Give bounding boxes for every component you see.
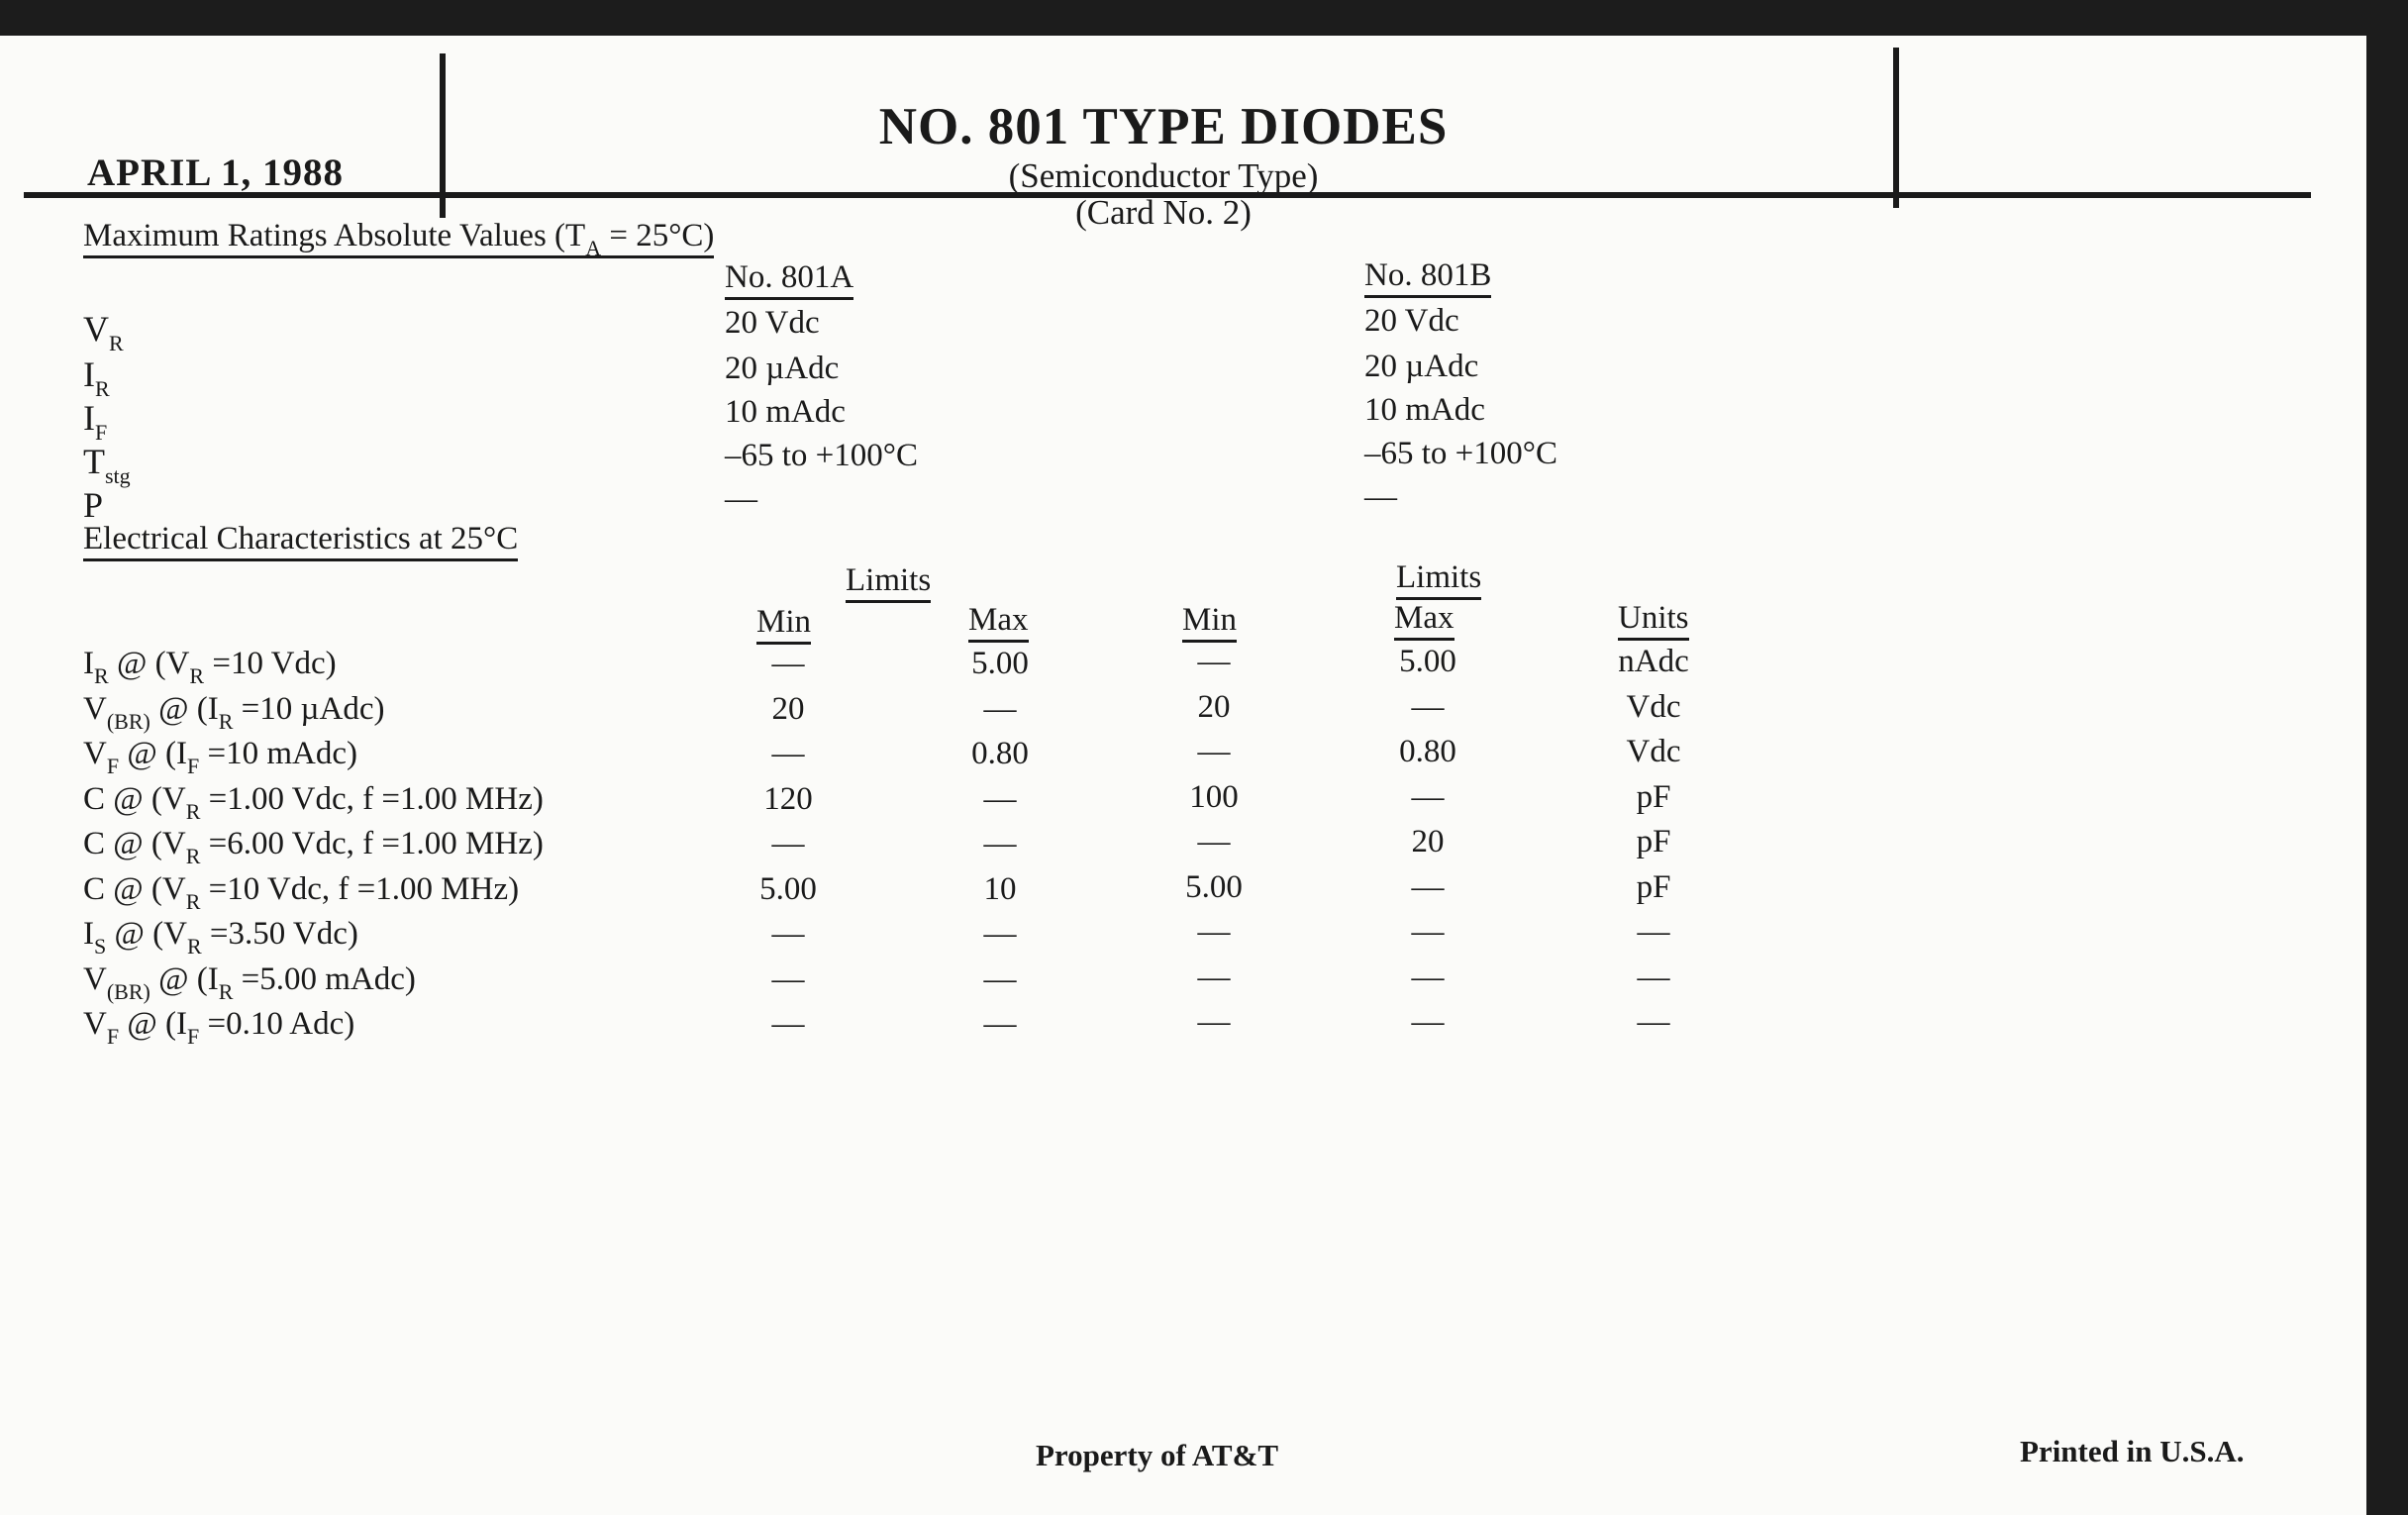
rating-value-801b: — (1364, 479, 1397, 515)
col-801a-header: No. 801A (725, 261, 853, 300)
cell-a-max: 5.00 (971, 646, 1029, 681)
cell-b-min: — (1197, 914, 1231, 950)
footer-printed: Printed in U.S.A. (2020, 1434, 2245, 1468)
cell-units: pF (1636, 869, 1671, 905)
cell-a-max: 0.80 (971, 736, 1029, 771)
cell-a-min: — (771, 961, 805, 997)
max-label-a: Max (968, 604, 1029, 643)
cell-a-min: — (771, 916, 805, 952)
rating-value-801a: — (725, 481, 757, 517)
cell-a-max: — (983, 1006, 1017, 1042)
parameter-label: C @ ($V_R =10$ Vdc, f =1.00 MHz) (83, 871, 520, 914)
electrical-heading: Electrical Characteristics at 25°C (83, 523, 518, 561)
parameter-label: $V_F$ @ ($I_F =0.10$ Adc) (83, 1006, 355, 1049)
rating-value-801a: –65 to +100°C (725, 438, 918, 473)
min-label-b: Min (1182, 604, 1237, 643)
cell-b-max: 0.80 (1399, 734, 1456, 769)
parameter-label: $V_{(BR)}$ @ ($I_R =5.00$ mAdc) (83, 961, 416, 1004)
spec-card (0, 36, 2366, 1515)
cell-a-min: 120 (763, 781, 813, 817)
rating-symbol: $T_{stg}$ (83, 442, 131, 488)
cell-b-max: — (1411, 960, 1445, 995)
cell-b-max: — (1411, 914, 1445, 950)
max-label-b: Max (1394, 602, 1455, 641)
min-label-a: Min (756, 606, 811, 645)
cell-units: — (1637, 914, 1670, 950)
card-title: NO. 801 TYPE DIODES (878, 98, 1449, 155)
cell-a-max: — (983, 826, 1017, 861)
cell-a-min: 5.00 (759, 871, 817, 907)
cell-b-min: — (1197, 644, 1231, 679)
cell-b-max: — (1411, 869, 1445, 905)
rating-value-801a: 10 mAdc (725, 394, 846, 430)
cell-a-max: — (983, 961, 1017, 997)
rating-value-801b: –65 to +100°C (1364, 436, 1557, 471)
cell-units: Vdc (1626, 734, 1681, 769)
cell-a-max: — (983, 916, 1017, 952)
title-block (452, 98, 1875, 232)
rating-symbol: $V_R$ (83, 309, 124, 355)
parameter-label: $I_S$ @ ($V_R =3.50$ Vdc) (83, 916, 358, 959)
cell-a-min: — (771, 646, 805, 681)
max-ratings-heading: Maximum Ratings Absolute Values $(T_A = 25^\circ C)$ (83, 218, 715, 260)
rating-value-801a: 20 µAdc (725, 351, 840, 386)
cell-b-max: — (1411, 779, 1445, 815)
parameter-label: $I_R$ @ ($V_R =10$ Vdc) (83, 646, 337, 688)
cell-b-min: — (1197, 824, 1231, 859)
cell-b-min: — (1197, 960, 1231, 995)
cell-b-max: 20 (1411, 824, 1445, 859)
cell-a-max: 10 (983, 871, 1017, 907)
limits-label-a: Limits (846, 564, 931, 603)
card-number: (Card No. 2) (1075, 193, 1252, 232)
rating-symbol: P (83, 485, 104, 525)
parameter-label: C @ ($V_R =6.00$ Vdc, f =1.00 MHz) (83, 826, 544, 868)
cell-units: pF (1636, 824, 1671, 859)
footer-property: Property of AT&T (1036, 1438, 1279, 1472)
col-801b-header: No. 801B (1364, 259, 1491, 298)
rating-value-801a: 20 Vdc (725, 305, 820, 341)
parameter-label: $V_{(BR)}$ @ ($I_R =10$ µAdc) (83, 691, 385, 734)
cell-b-max: 5.00 (1399, 644, 1456, 679)
cell-units: Vdc (1626, 689, 1681, 725)
cell-a-min: — (771, 736, 805, 771)
cell-b-min: 20 (1197, 689, 1231, 725)
cell-a-min: — (771, 1006, 805, 1042)
cell-units: pF (1636, 779, 1671, 815)
card-date: APRIL 1, 1988 (87, 152, 344, 194)
cell-a-max: — (983, 781, 1017, 817)
cell-b-max: — (1411, 689, 1445, 725)
cell-units: nAdc (1618, 644, 1689, 679)
cell-a-min: — (771, 826, 805, 861)
cell-b-max: — (1411, 1004, 1445, 1040)
rating-symbol: $I_R$ (83, 354, 110, 401)
cell-b-min: 100 (1189, 779, 1239, 815)
cell-units: — (1637, 1004, 1670, 1040)
rating-value-801b: 20 µAdc (1364, 349, 1479, 384)
rating-symbol: $I_F$ (83, 398, 108, 445)
cell-b-min: — (1197, 1004, 1231, 1040)
units-label: Units (1618, 602, 1689, 641)
limits-label-b: Limits (1396, 561, 1481, 600)
header-divider-right (1893, 48, 1899, 208)
cell-b-min: — (1197, 734, 1231, 769)
cell-a-min: 20 (771, 691, 805, 727)
cell-b-min: 5.00 (1185, 869, 1243, 905)
parameter-label: C @ ($V_R =1.00$ Vdc, f =1.00 MHz) (83, 781, 544, 824)
cell-a-max: — (983, 691, 1017, 727)
rating-value-801b: 10 mAdc (1364, 392, 1485, 428)
parameter-label: $V_F$ @ ($I_F =10$ mAdc) (83, 736, 357, 778)
card-subtitle: (Semiconductor Type) (1008, 156, 1319, 195)
rating-value-801b: 20 Vdc (1364, 303, 1459, 339)
cell-units: — (1637, 960, 1670, 995)
